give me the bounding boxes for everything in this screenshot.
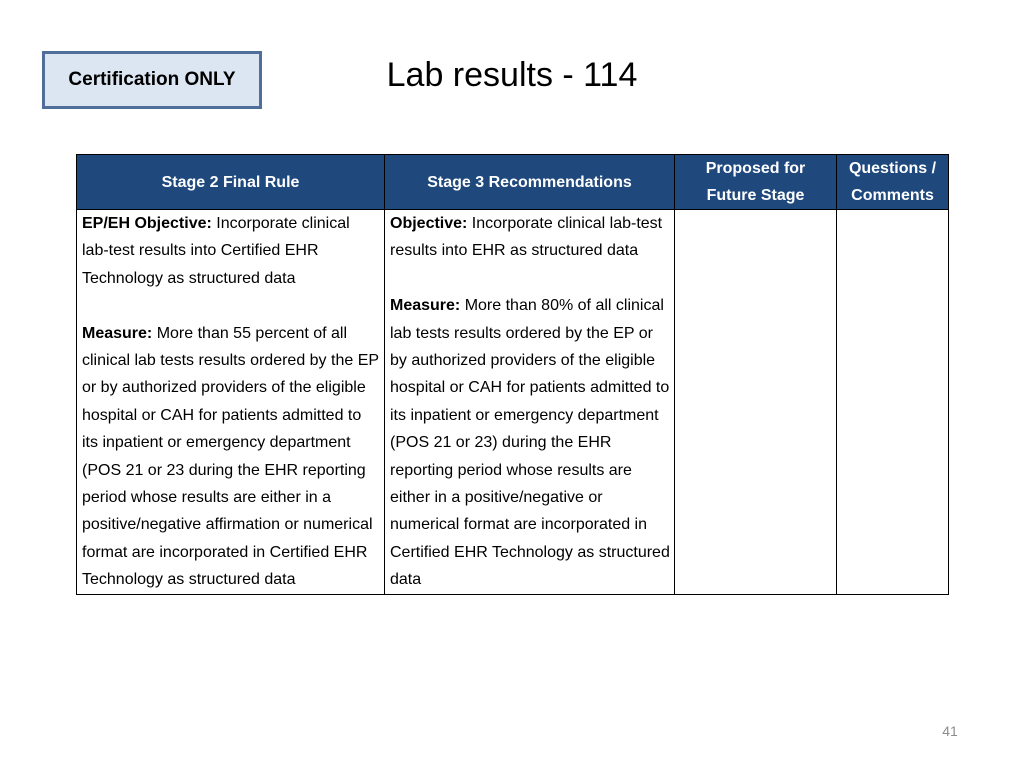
table-header-row [77, 155, 949, 210]
stage3-objective-label: Objective: [390, 215, 468, 232]
stage2-objective [82, 210, 380, 292]
slide-title: Lab results - 114 [386, 56, 638, 94]
table-row [77, 210, 949, 595]
stage3-measure [390, 292, 670, 593]
stage2-cell [77, 210, 385, 595]
badge-label: Certification ONLY [68, 69, 236, 90]
stage2-objective-text: Incorporate clinical lab-test results into Certified EHR Technology as structured data [82, 215, 350, 287]
stage2-objective-label: EP/EH Objective: [82, 215, 212, 232]
header-stage2-final-rule: Stage 2 Final Rule [77, 155, 385, 210]
stage3-measure-label: Measure: [390, 297, 461, 315]
stage3-objective-text: Incorporate clinical lab-test results into EHR as structured data [390, 215, 663, 260]
header-proposed-future-stage: Proposed for Future Stage [675, 155, 837, 210]
header-questions-comments: Questions / Comments [837, 155, 949, 210]
questions-comments-cell [837, 210, 949, 595]
page-number: 41 [942, 723, 958, 739]
stage3-measure-text: More than 80% of all clinical lab tests results ordered by the EP or by authorized providers of the eligible hospital or CAH for patients admitted to its inpatient or emergency department (POS 21 or 23) during the EHR reporting period whose results are either in a positive/negative or numerical format are incorporated in Certified EHR Technology as structured data [390, 297, 670, 589]
proposed-future-stage-cell [675, 210, 837, 595]
stage3-objective [390, 210, 670, 265]
comparison-table [76, 154, 949, 595]
stage2-measure-text: More than 55 percent of all clinical lab tests results ordered by the EP or by authorized providers of the eligible hospital or CAH for patients admitted to its inpatient or emergency department (POS 21 or 23 during the EHR reporting period whose results are either in a positive/negative affirmation or numerical format are incorporated in Certified EHR Technology as structured data [82, 324, 379, 589]
certification-only-badge [42, 51, 262, 109]
stage2-measure-label: Measure: [82, 324, 153, 342]
stage3-cell [385, 210, 675, 595]
stage2-measure [82, 320, 380, 594]
header-stage3-recommendations: Stage 3 Recommendations [385, 155, 675, 210]
